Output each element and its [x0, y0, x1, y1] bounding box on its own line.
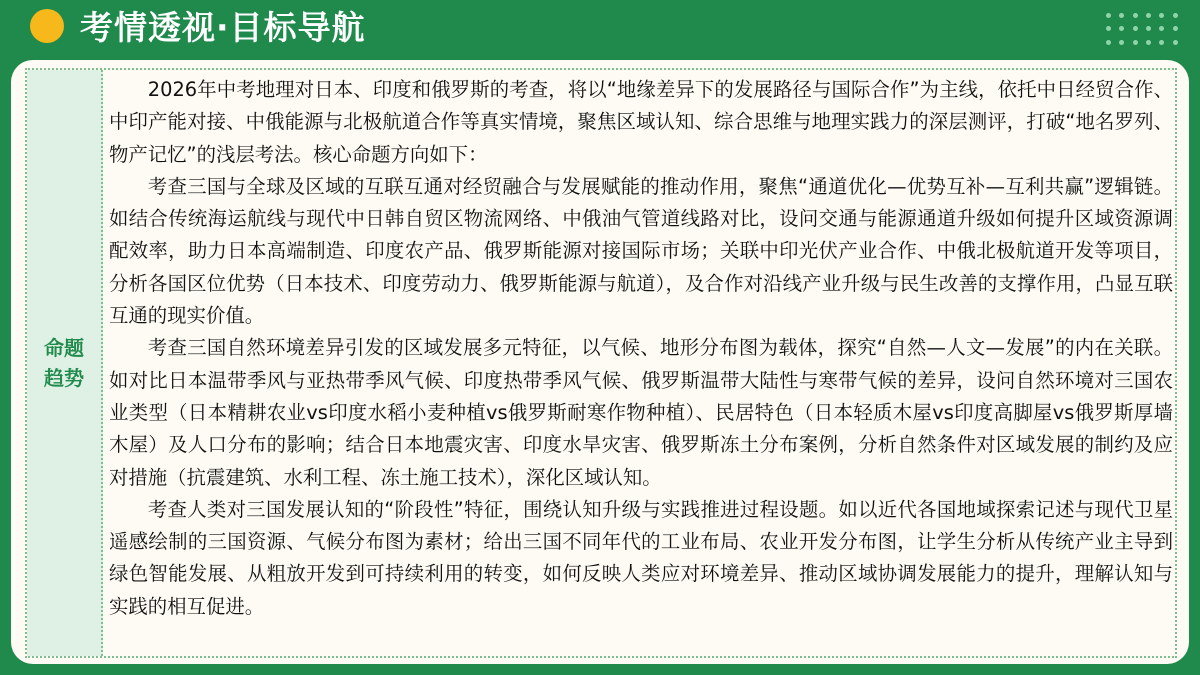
section-label-line1: 命题 — [44, 336, 84, 360]
paragraph-environment: 考查三国自然环境差异引发的区域发展多元特征，以气候、地形分布图为载体，探究“自然—人文—发展”的内在关联。如对比日本温带季风与亚热带季风气候、印度热带季风气候、俄罗斯温带大陆性与寒带气候的差异，设问自然环境对三国农业类型（日本精耕农业vs印度水稻小麦种植vs俄罗斯耐寒作物种植）、民居特色（日本轻质木屋vs印度高脚屋vs俄罗斯厚墙木屋）及人口分布的影响；结合日本地震灾害、印度水旱灾害、俄罗斯冻土分布案例，分析自然条件对区域发展的制约及应对措施（抗震建筑、水利工程、冻土施工技术），深化区域认知。 — [109, 336, 1173, 489]
dot — [1106, 26, 1111, 31]
dot — [1146, 13, 1151, 18]
dot — [1119, 13, 1124, 18]
dot — [1106, 13, 1111, 18]
dot — [1106, 40, 1111, 45]
section-label-column — [27, 70, 103, 656]
slide-title: 考情透视·目标导航 — [80, 8, 366, 47]
dot — [1173, 13, 1178, 18]
body-text — [109, 74, 1173, 654]
section-label-line2: 趋势 — [44, 366, 84, 390]
paragraph-cognition: 考查人类对三国发展认知的“阶段性”特征，围绕认知升级与实践推进过程设题。如以近代各国地域探索记述与现代卫星遥感绘制的三国资源、气候分布图为素材；给出三国不同年代的工业布局、农业开发分布图，让学生分析从传统产业主导到绿色智能发展、从粗放开发到可持续利用的转变，如何反映人类应对环境差异、推动区域协调发展能力的提升，理解认知与实践的相互促进。 — [109, 497, 1173, 618]
dot — [1146, 26, 1151, 31]
dotted-frame — [25, 68, 1177, 658]
dot — [1119, 26, 1124, 31]
dot — [1159, 40, 1164, 45]
content-card — [11, 60, 1189, 664]
paragraph-connectivity: 考查三国与全球及区域的互联互通对经贸融合与发展赋能的推动作用，聚焦“通道优化—优势互补—互利共赢”逻辑链。如结合传统海运航线与现代中日韩自贸区物流网络、中俄油气管道线路对比，设问交通与能源通道升级如何提升区域资源调配效率，助力日本高端制造、印度农产品、俄罗斯能源对接国际市场；关联中印光伏产业合作、中俄北极航道开发等项目，分析各国区位优势（日本技术、印度劳动力、俄罗斯能源与航道），及合作对沿线产业升级与民生改善的支撑作用，凸显互联互通的现实价值。 — [109, 174, 1173, 328]
dot — [1159, 26, 1164, 31]
paragraph-intro: 2026年中考地理对日本、印度和俄罗斯的考查，将以“地缘差异下的发展路径与国际合作”为主线，依托中日经贸合作、中印产能对接、中俄能源与北极航道合作等真实情境，聚焦区域认知、综合思维与地理实践力的深层测评，打破“地名罗列、物产记忆”的浅层考法。核心命题方向如下： — [109, 78, 1173, 166]
dot — [1133, 40, 1138, 45]
title-bullet-circle — [30, 9, 64, 43]
dot — [1146, 40, 1151, 45]
dot — [1173, 40, 1178, 45]
dot — [1119, 40, 1124, 45]
section-label — [44, 333, 84, 393]
dot — [1159, 13, 1164, 18]
dot — [1133, 26, 1138, 31]
decorative-dot-grid — [1102, 9, 1182, 49]
dot — [1173, 26, 1178, 31]
dot — [1133, 13, 1138, 18]
slide-header — [0, 0, 1200, 62]
